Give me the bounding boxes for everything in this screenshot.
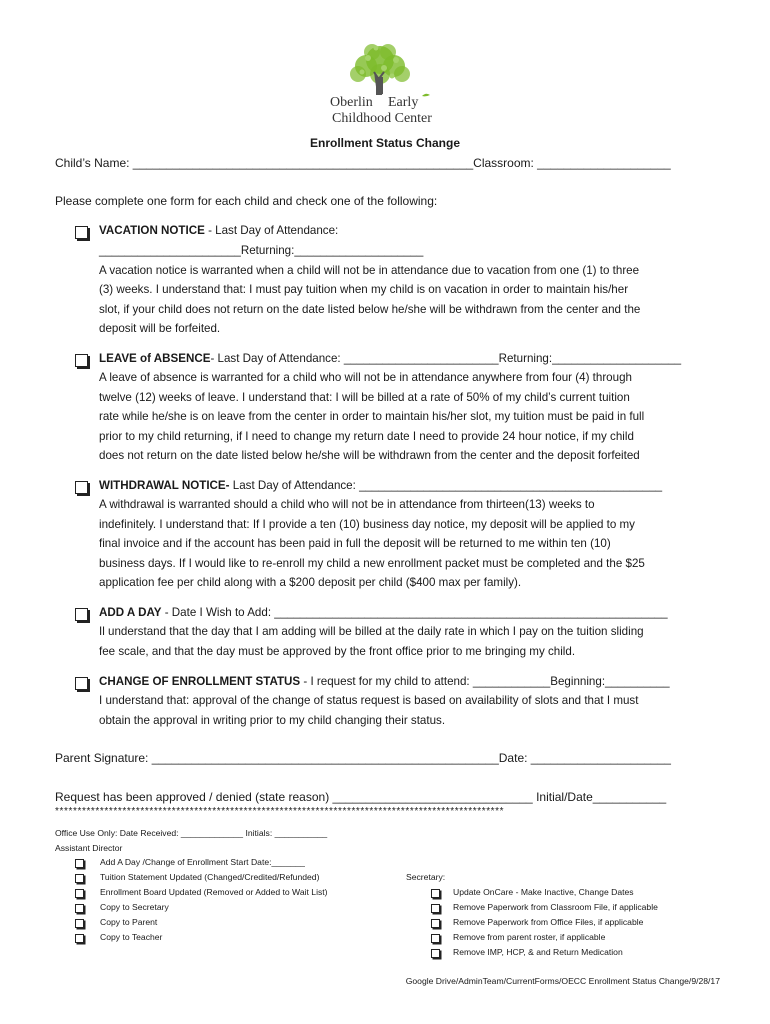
vacation-checkbox[interactable] — [75, 226, 88, 239]
withdrawal-heading: WITHDRAWAL NOTICE- — [99, 479, 230, 492]
change-status-body-2: obtain the approval in writing prior to my child changing their status. — [99, 714, 446, 727]
office-left-item-5: Copy to Parent — [100, 917, 158, 927]
vacation-returning[interactable]: ______________________Returning:____________________ — [99, 244, 424, 257]
office-left-item-2: Tuition Statement Updated (Changed/Credited/Refunded) — [100, 872, 320, 882]
change-status-heading-line — [99, 672, 670, 692]
add-day-checkbox[interactable] — [75, 608, 88, 621]
change-status-request[interactable]: - I request for my child to attend: ____________Beginning:__________ — [300, 675, 670, 688]
office-right-item-1: Update OnCare - Make Inactive, Change Dates — [453, 887, 634, 897]
withdrawal-body-5: application fee per child along with a $200 deposit per child ($400 max per family). — [99, 576, 522, 589]
oberlin-logo — [322, 38, 438, 130]
footer-path: Google Drive/AdminTeam/CurrentForms/OECC Enrollment Status Change/9/28/17 — [405, 976, 720, 986]
add-day-body-2: fee scale, and that the day must be approved by the front office prior to me bringing my child. — [99, 645, 576, 658]
office-right-checkbox-1[interactable] — [431, 889, 440, 898]
vacation-last-day[interactable]: - Last Day of Attendance: — [204, 224, 339, 237]
form-title: Enrollment Status Change — [309, 136, 461, 150]
leave-body-3: rate while he/she is on leave from the center in order to maintain his/her slot, my tuition must be paid in full — [99, 410, 645, 423]
office-right-item-4: Remove from parent roster, if applicable — [453, 932, 606, 942]
office-right-item-3: Remove Paperwork from Office Files, if applicable — [453, 917, 644, 927]
withdrawal-last-day[interactable]: Last Day of Attendance: _______________________________________________ — [229, 479, 663, 492]
office-right-checkbox-4[interactable] — [431, 934, 440, 943]
office-left-checkbox-4[interactable] — [75, 904, 84, 913]
vacation-body-2: (3) weeks. I understand that: I must pay tuition when my child is on vacation in order to maintain his/her — [99, 283, 629, 296]
office-left-item-3: Enrollment Board Updated (Removed or Added to Wait List) — [100, 887, 328, 897]
office-date-received[interactable]: Office Use Only: Date Received: _____________ Initials: ___________ — [55, 828, 328, 838]
separator-stars: **************************************************************************************************** — [55, 806, 505, 817]
withdrawal-checkbox[interactable] — [75, 481, 88, 494]
withdrawal-body-2: indefinitely. I understand that: If I provide a ten (10) business day notice, my deposit will be applied to my — [99, 518, 635, 531]
leave-body-4: prior to my child returning, if I need to change my return date I need to provide 24 hour notice, if my child — [99, 430, 634, 443]
leave-checkbox[interactable] — [75, 354, 88, 367]
leave-body-1: A leave of absence is warranted for a child who will not be in attendance anywhere from four (4) through — [99, 371, 632, 384]
office-left-item-4: Copy to Secretary — [100, 902, 169, 912]
office-left-checkbox-1[interactable] — [75, 859, 84, 868]
office-left-checkbox-5[interactable] — [75, 919, 84, 928]
svg-text:Early: Early — [388, 95, 419, 110]
withdrawal-body-1: A withdrawal is warranted should a child who will not be in attendance from thirteen(13) weeks to — [99, 498, 595, 511]
leave-body-5: does not return on the date listed below he/she will be withdrawn from the center and the deposit forfeited — [99, 449, 640, 462]
office-right-item-5: Remove IMP, HCP, & and Return Medication — [453, 947, 623, 957]
vacation-heading-line — [99, 221, 338, 241]
office-left-checkbox-6[interactable] — [75, 934, 84, 943]
vacation-body-4: deposit will be forfeited. — [99, 322, 221, 335]
svg-text:Oberlin: Oberlin — [330, 95, 373, 110]
withdrawal-heading-line — [99, 476, 662, 496]
office-left-checkbox-2[interactable] — [75, 874, 84, 883]
office-right-checkbox-3[interactable] — [431, 919, 440, 928]
withdrawal-body-4: business days. If I would like to re-enroll my child a new enrollment packet must be completed and the $25 — [99, 557, 645, 570]
secretary-label: Secretary: — [406, 872, 446, 882]
office-left-item-1: Add A Day /Change of Enrollment Start Date:_______ — [100, 857, 305, 867]
vacation-body-3: slot, if your child does not return on the date listed below he/she will be withdrawn from the center and the — [99, 303, 641, 316]
svg-text:Childhood Center: Childhood Center — [332, 111, 432, 126]
assistant-director-label: Assistant Director — [55, 843, 123, 853]
leave-body-2: twelve (12) weeks of leave. I understand that: I will be billed at a rate of 50% of my child’s current tuition — [99, 391, 630, 404]
withdrawal-body-3: final invoice and if the account has been paid in full the deposit will be returned to me within ten (10) — [99, 537, 611, 550]
parent-signature-line[interactable]: Parent Signature: ____________________________________________________Date: _____________________ — [55, 751, 671, 765]
add-day-heading-line — [99, 603, 668, 623]
office-left-checkbox-3[interactable] — [75, 889, 84, 898]
vacation-heading: VACATION NOTICE — [99, 224, 205, 237]
add-day-heading: ADD A DAY — [99, 606, 162, 619]
change-status-body-1: I understand that: approval of the change of status request is based on availability of slots and that I must — [99, 694, 639, 707]
leave-heading: LEAVE of ABSENCE — [99, 352, 211, 365]
childs-name-line[interactable]: Child’s Name: ___________________________________________________Classroom: ____________________ — [55, 156, 671, 170]
change-status-heading: CHANGE OF ENROLLMENT STATUS — [99, 675, 301, 688]
leave-dates[interactable]: - Last Day of Attendance: ________________________Returning:____________________ — [210, 352, 682, 365]
leave-heading-line — [99, 349, 681, 369]
office-right-item-2: Remove Paperwork from Classroom File, if applicable — [453, 902, 658, 912]
office-right-checkbox-5[interactable] — [431, 949, 440, 958]
vacation-body-1: A vacation notice is warranted when a child will not be in attendance due to vacation from one (1) to three — [99, 264, 640, 277]
instructions: Please complete one form for each child and check one of the following: — [55, 194, 438, 208]
approval-line[interactable]: Request has been approved / denied (state reason) ______________________________ Initial/Date___________ — [55, 790, 667, 804]
office-left-item-6: Copy to Teacher — [100, 932, 163, 942]
change-status-checkbox[interactable] — [75, 677, 88, 690]
add-day-date[interactable]: - Date I Wish to Add: _____________________________________________________________ — [161, 606, 668, 619]
tree-logo-icon — [322, 38, 438, 130]
office-right-checkbox-2[interactable] — [431, 904, 440, 913]
add-day-body-1: Il understand that the day that I am adding will be billed at the daily rate in which I pay on the tuition sliding — [99, 625, 644, 638]
